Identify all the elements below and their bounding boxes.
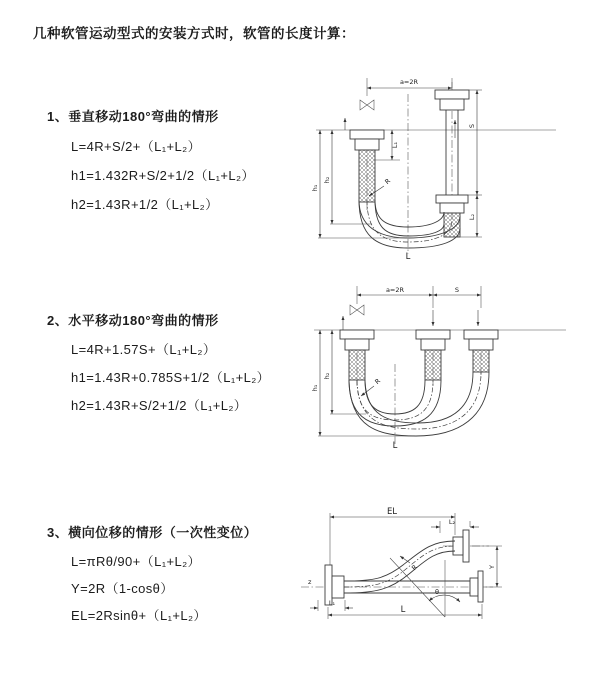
d2-dim-h1-label: h₁ — [311, 384, 319, 392]
section-3-formula-Y: Y=2R（1-cosθ） — [71, 581, 174, 596]
section-3-formula-L: L=πRθ/90+（L₁+L₂） — [71, 554, 201, 569]
page-title: 几种软管运动型式的安装方式时，软管的长度计算： — [33, 26, 355, 41]
d2-dim-h2-label: h₂ — [323, 372, 331, 380]
d2-centerlines — [357, 338, 481, 444]
d2-right-fitting — [464, 330, 498, 372]
d2-hose-arcs — [349, 372, 489, 436]
d1-s-dimension — [460, 90, 482, 237]
d3-length-label: L — [400, 605, 406, 615]
d2-dim-s-label: S — [454, 286, 460, 294]
section-1-formula-h2: h2=1.43R+1/2（L₁+L₂） — [71, 197, 219, 212]
d3-dim-y-label: Y — [488, 565, 496, 569]
d3-z-mark: z — [308, 578, 312, 586]
d1-dim-s-label: S — [468, 123, 476, 129]
d1-length-label: L — [405, 252, 411, 262]
d3-l1-dimension — [310, 599, 353, 611]
section-2-formula-h1: h1=1.43R+0.785S+1/2（L₁+L₂） — [71, 370, 271, 385]
diagram-horizontal-180-bend — [308, 278, 598, 453]
section-3-heading: 3、横向位移的情形（一次性变位） — [47, 525, 258, 540]
d1-dim-h2-label: h₂ — [323, 176, 331, 184]
d2-radius-label: R — [373, 376, 383, 386]
d1-radius-label: R — [383, 176, 393, 186]
section-2-formula-L: L=4R+1.57S+（L₁+L₂） — [71, 342, 217, 357]
section-3-formula-EL: EL=2Rsinθ+（L₁+L₂） — [71, 608, 207, 623]
d3-hose-curve — [344, 541, 455, 593]
d1-dim-l1-label: L₁ — [391, 141, 399, 149]
d3-upper-flange — [453, 530, 469, 562]
d2-length-label: L — [392, 441, 398, 451]
d2-middle-fitting — [416, 330, 450, 380]
d3-radius-callout — [400, 556, 419, 572]
diagram-vertical-180-bend — [308, 70, 598, 262]
d3-radius-label: R — [410, 563, 420, 573]
d1-dim-a2r-label: a=2R — [399, 78, 419, 86]
d3-angle-label: θ — [435, 588, 439, 596]
d2-dim-a2r-label: a=2R — [385, 286, 405, 294]
d2-top-dimensions — [343, 286, 481, 330]
d1-right-fitting-lower — [436, 195, 468, 237]
d2-left-fitting — [340, 330, 374, 380]
d1-dim-h1-label: h₁ — [311, 184, 319, 192]
d3-dim-el-label: EL — [386, 507, 398, 517]
d3-dim-l2-label: L₂ — [448, 518, 456, 526]
d1-right-braid — [444, 213, 460, 237]
section-1-formula-h1: h1=1.432R+S/2+1/2（L₁+L₂） — [71, 168, 255, 183]
d1-left-braid — [359, 150, 375, 202]
section-2-heading: 2、水平移动180°弯曲的情形 — [47, 313, 219, 328]
diagram-lateral-displacement — [293, 503, 600, 643]
d1-valve-icon — [360, 100, 374, 110]
d3-dim-l1-label: L₁ — [328, 599, 336, 607]
d3-l-dimension — [328, 604, 482, 619]
d2-valve-icon — [350, 305, 364, 315]
d1-centerlines — [367, 82, 452, 254]
d1-dim-l2-label: L₂ — [468, 213, 476, 221]
section-1-formula-L: L=4R+S/2+（L₁+L₂） — [71, 139, 202, 154]
d3-straight-pipe — [344, 571, 483, 602]
section-1-heading: 1、垂直移动180°弯曲的情形 — [47, 109, 219, 124]
section-2-formula-h2: h2=1.43R+S/2+1/2（L₁+L₂） — [71, 398, 248, 413]
d3-el-dimension — [330, 507, 455, 567]
